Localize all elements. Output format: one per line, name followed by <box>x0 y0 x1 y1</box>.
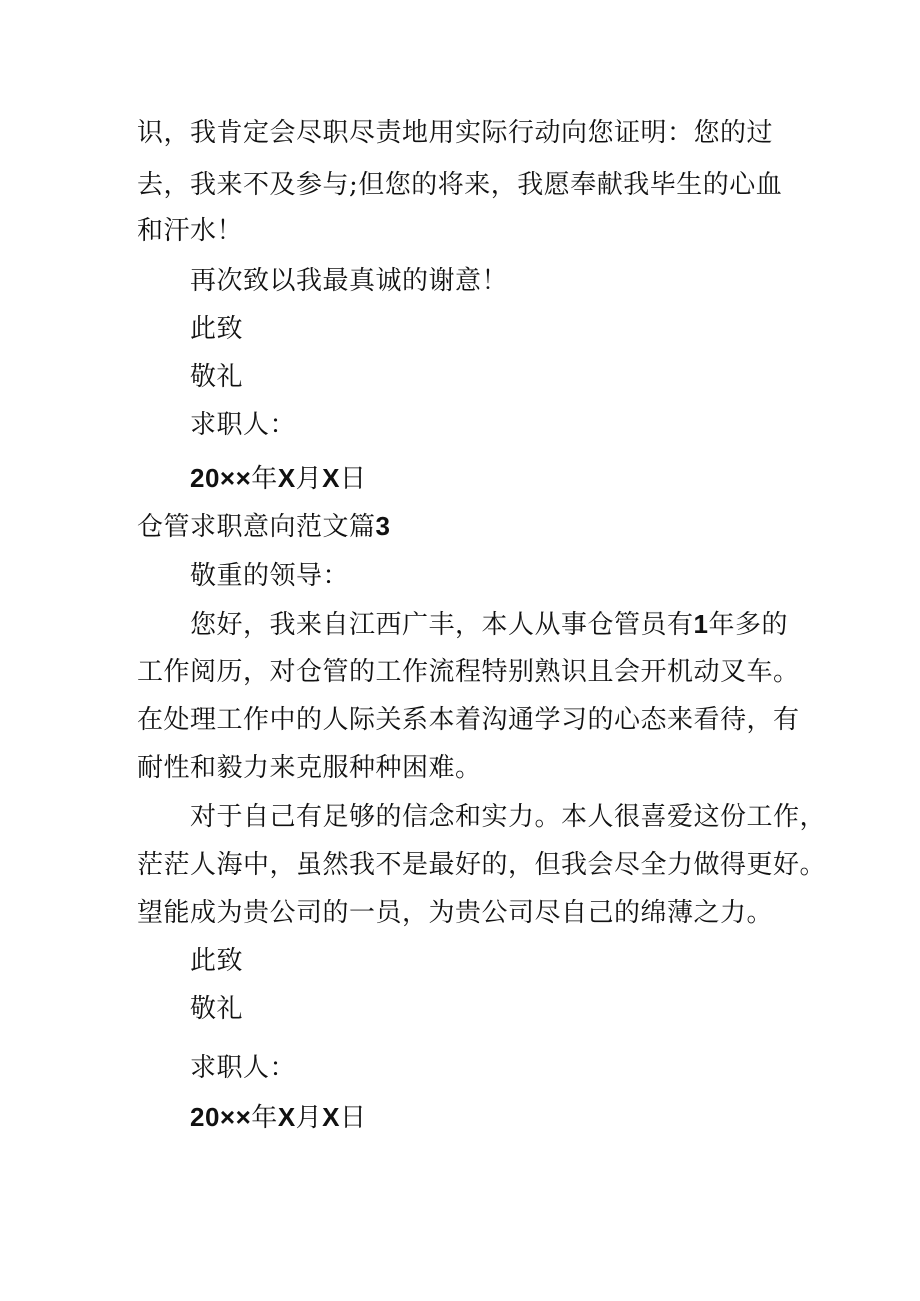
paragraph-line: 和汗水！ <box>137 216 244 246</box>
paragraph-line: 识，我肯定会尽职尽责地用实际行动向您证明：您的过 <box>137 118 774 148</box>
paragraph-line: 望能成为贵公司的一员，为贵公司尽自己的绵薄之力。 <box>137 898 774 928</box>
paragraph-line: 在处理工作中的人际关系本着沟通学习的心态来看待，有 <box>137 705 800 735</box>
paragraph-line: 耐性和毅力来克服种种困难。 <box>137 753 482 783</box>
closing-salutation: 此致 <box>190 314 244 344</box>
paragraph-line: 茫茫人海中，虽然我不是最好的，但我会尽全力做得更好。 <box>137 850 827 880</box>
closing-thanks: 再次致以我最真诚的谢意！ <box>190 266 509 296</box>
date-line: 20××年X月X日 <box>190 1102 367 1133</box>
closing-regards: 敬礼 <box>190 362 244 392</box>
signature-label: 求职人： <box>190 1053 297 1083</box>
paragraph-line: 对于自己有足够的信念和实力。本人很喜爱这份工作， <box>190 802 827 832</box>
section-title: 仓管求职意向范文篇3 <box>137 511 391 542</box>
date-line: 20××年X月X日 <box>190 463 367 494</box>
paragraph-line: 您好，我来自江西广丰，本人从事仓管员有1年多的 <box>190 609 788 640</box>
closing-salutation: 此致 <box>190 946 244 976</box>
paragraph-line: 工作阅历，对仓管的工作流程特别熟识且会开机动叉车。 <box>137 657 800 687</box>
signature-label: 求职人： <box>190 410 297 440</box>
paragraph-line: 去，我来不及参与;但您的将来，我愿奉献我毕生的心血 <box>137 170 783 200</box>
closing-regards: 敬礼 <box>190 994 244 1024</box>
letter-greeting: 敬重的领导： <box>190 561 350 591</box>
